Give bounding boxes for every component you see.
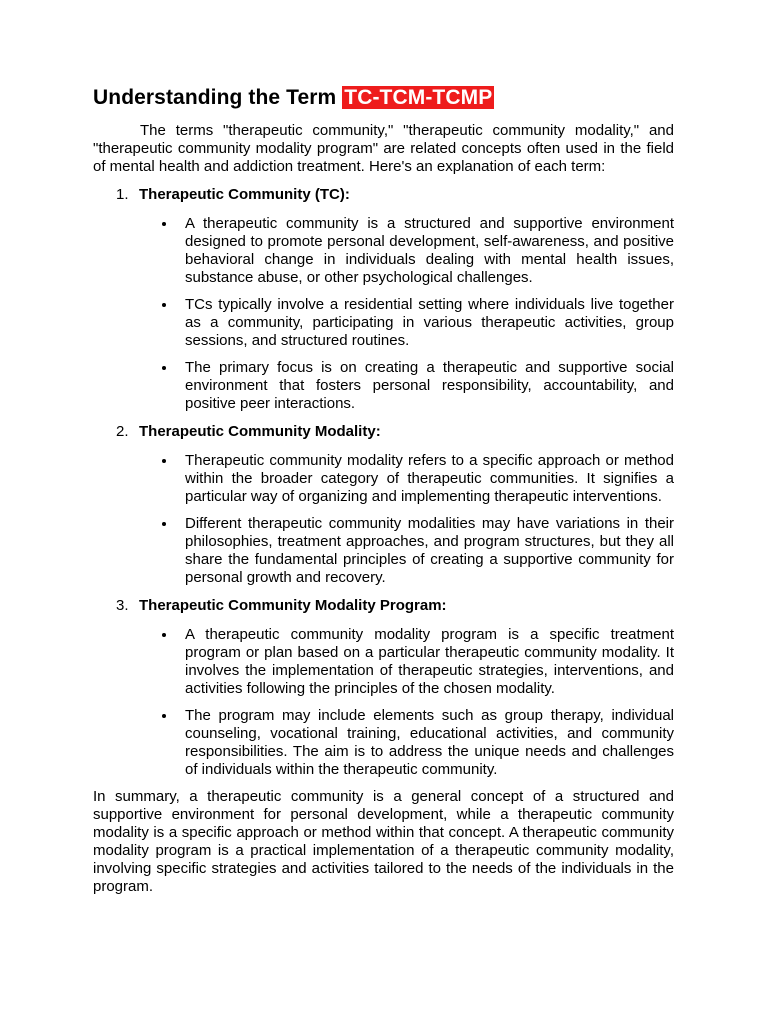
section-tcmp: [93, 597, 674, 779]
summary-paragraph: In summary, a therapeutic community is a general concept of a structured and supportive environment for personal development, while a therapeutic community modality is a specific approach or method within that concept. A therapeutic community modality program is a practical implementation of a therapeutic community modality, involving specific strategies and activities tailored to the needs of the individuals in the program.: [93, 788, 674, 895]
bullet-list: [93, 452, 674, 587]
list-item: [93, 359, 674, 413]
intro-paragraph: The terms "therapeutic community," "therapeutic community modality," and "therapeutic community modality program" are related concepts often used in the field of mental health and addiction treatment. Here's an explanation of each term:: [93, 122, 674, 175]
section-heading: [116, 423, 674, 441]
list-item: [93, 215, 674, 287]
section-heading-text: Therapeutic Community Modality:: [139, 423, 381, 440]
list-item: [93, 707, 674, 779]
bullet-icon: [93, 515, 185, 587]
bullet-list: [93, 215, 674, 413]
bullet-text: The primary focus is on creating a therapeutic and supportive social environment that fosters personal responsibility, accountability, and positive peer interactions.: [185, 359, 674, 412]
bullet-icon: [93, 626, 185, 698]
section-number: 1.: [116, 186, 129, 203]
bullet-text: TCs typically involve a residential setting where individuals live together as a community, participating in various therapeutic activities, group sessions, and structured routines.: [185, 296, 674, 349]
page-title: [93, 82, 674, 114]
section-number: 2.: [116, 423, 129, 440]
bullet-text: Therapeutic community modality refers to a specific approach or method within the broader category of therapeutic communities. It signifies a particular way of organizing and implementing therapeutic interventions.: [185, 452, 674, 505]
section-heading: [116, 597, 674, 615]
bullet-text: The program may include elements such as group therapy, individual counseling, vocational training, educational activities, and community responsibilities. The aim is to address the unique needs and challenges of individuals within the therapeutic community.: [185, 707, 674, 778]
bullet-icon: [93, 359, 185, 413]
section-list: [93, 186, 674, 779]
bullet-icon: [93, 215, 185, 287]
list-item: [93, 296, 674, 350]
bullet-text: A therapeutic community modality program is a specific treatment program or plan based on a particular therapeutic community modality. It involves the implementation of therapeutic strategies, interventions, and activities following the principles of the chosen modality.: [185, 626, 674, 697]
section-heading-text: Therapeutic Community Modality Program:: [139, 597, 447, 614]
list-item: [93, 452, 674, 506]
title-text: Understanding the Term: [93, 86, 343, 109]
bullet-list: [93, 626, 674, 779]
section-tcm: [93, 423, 674, 587]
bullet-text: Different therapeutic community modalities may have variations in their philosophies, treatment approaches, and program structures, but they all share the fundamental principles of creating a supportive community for personal growth and recovery.: [185, 515, 674, 586]
bullet-icon: [93, 452, 185, 506]
section-heading-text: Therapeutic Community (TC):: [139, 186, 350, 203]
list-item: [93, 515, 674, 587]
section-number: 3.: [116, 597, 129, 614]
section-tc: [93, 186, 674, 413]
bullet-text: A therapeutic community is a structured and supportive environment designed to promote personal development, self-awareness, and positive behavioral change in individuals dealing with mental health issues, substance abuse, or other psychological challenges.: [185, 215, 674, 286]
list-item: [93, 626, 674, 698]
section-heading: [116, 186, 674, 204]
bullet-icon: [93, 296, 185, 350]
title-highlight: TC-TCM-TCMP: [344, 86, 493, 109]
bullet-icon: [93, 707, 185, 779]
